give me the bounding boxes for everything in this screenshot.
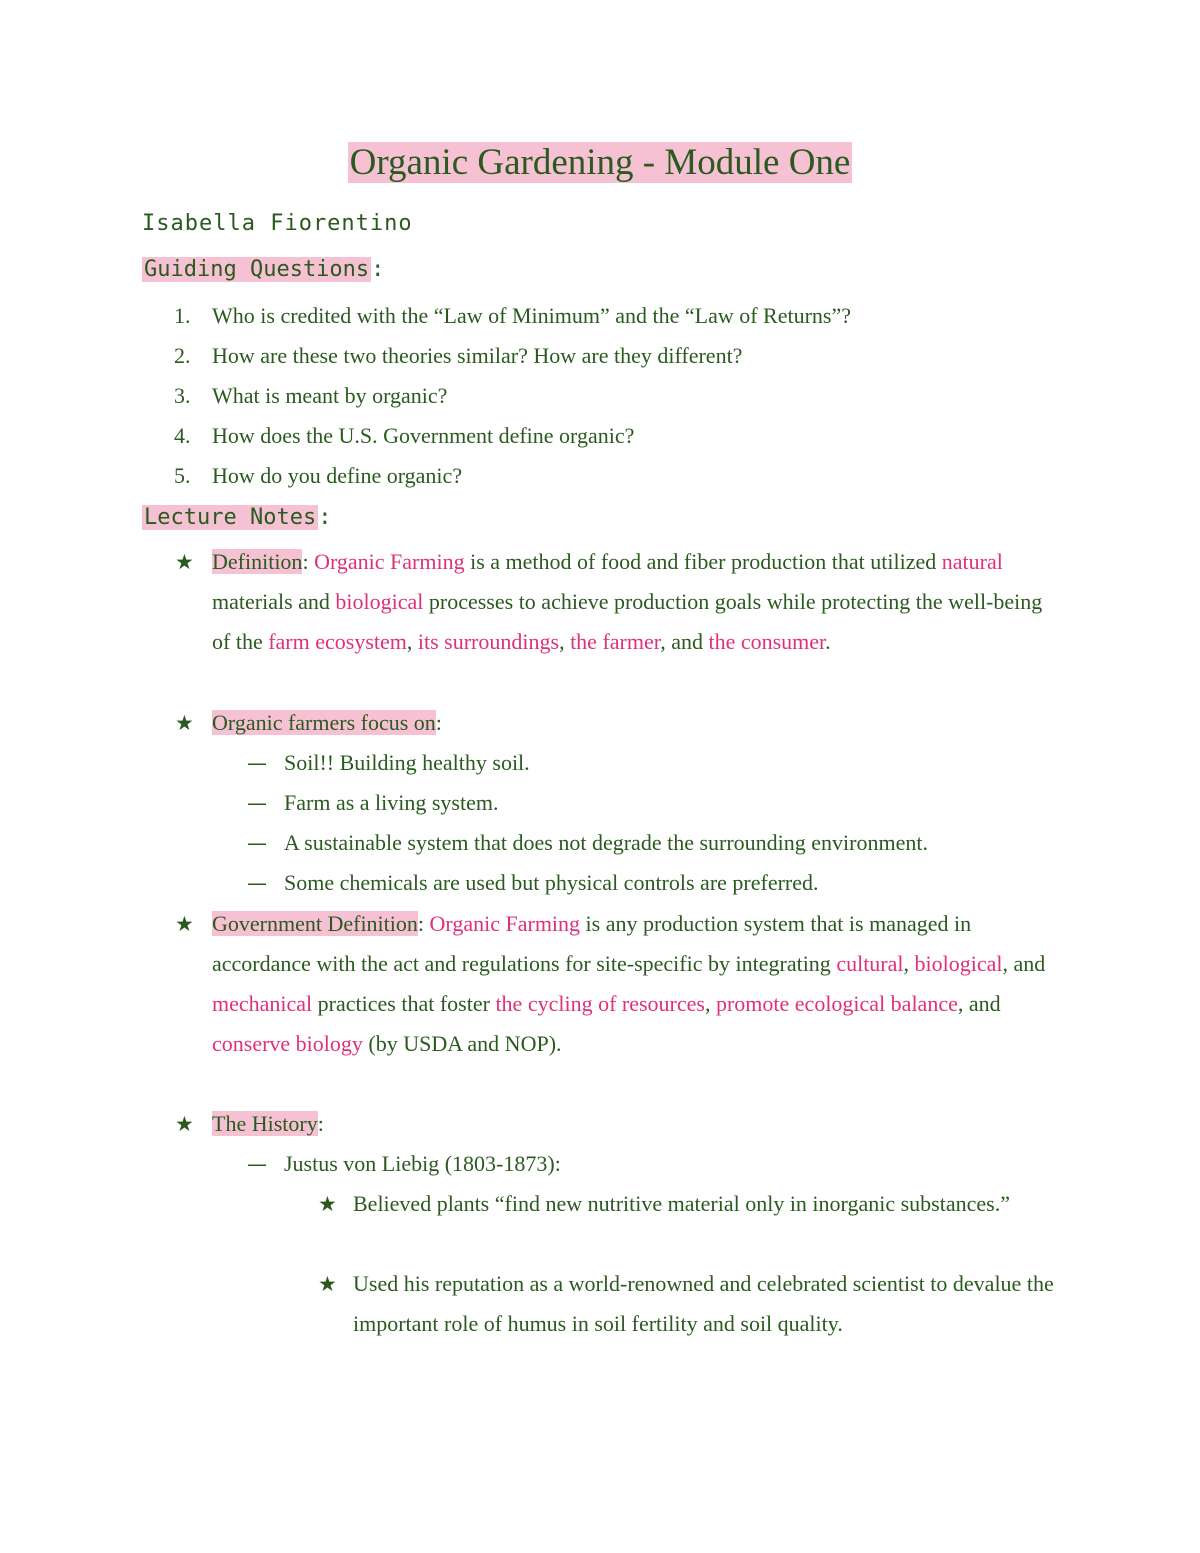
keyword: farm ecosystem (268, 629, 407, 654)
list-item (174, 376, 1094, 416)
star-icon: ★ (175, 711, 194, 735)
keyword: biological (914, 951, 1003, 976)
keyword: the farmer (570, 629, 661, 654)
item-text: How do you define organic? (212, 463, 463, 488)
dash-icon: — (247, 831, 267, 855)
item-number: 4. (174, 423, 191, 448)
focus-item-text: Farm as a living system. (284, 790, 499, 815)
history-label: The History (212, 1111, 318, 1136)
history-point (318, 1264, 1068, 1344)
star-icon: ★ (318, 1192, 337, 1216)
item-text: How does the U.S. Government define organic? (212, 423, 635, 448)
history-point-text: Believed plants “find new nutritive material only in inorganic substances.” (353, 1191, 1010, 1216)
keyword: natural (941, 549, 1003, 574)
government-text: Government Definition: Organic Farming is any production system that is managed in accordance with the act and regulations for site-specific by integrating cultural, biological, and mechanical practices that foster the cycling of resources, promote ecological balance, and conserve biology (by USDA and NOP). (212, 911, 1046, 1056)
focus-item (247, 823, 928, 863)
item-number: 2. (174, 343, 191, 368)
keyword: Organic Farming (314, 549, 465, 574)
keyword: biological (335, 589, 424, 614)
focus-item (247, 783, 498, 823)
keyword: Organic Farming (429, 911, 581, 936)
keyword: cultural (836, 951, 904, 976)
guiding-questions-heading (142, 254, 384, 286)
item-number: 3. (174, 383, 191, 408)
guiding-questions-list (174, 296, 1094, 496)
lecture-notes-heading (142, 502, 331, 534)
history-point-text: Used his reputation as a world-renowned and celebrated scientist to devalue the important role of humus in soil fertility and soil quality. (353, 1271, 1054, 1336)
focus-item (247, 863, 819, 903)
focus-bullet (175, 703, 1055, 743)
item-text: How are these two theories similar? How are they different? (212, 343, 743, 368)
star-icon: ★ (318, 1272, 337, 1296)
focus-item (247, 743, 530, 783)
item-number: 5. (174, 463, 191, 488)
list-item (174, 456, 1094, 496)
dash-icon: — (247, 791, 267, 815)
focus-item-text: Some chemicals are used but physical controls are preferred. (284, 870, 819, 895)
star-icon: ★ (175, 550, 194, 574)
dash-icon: — (247, 751, 267, 775)
focus-label: Organic farmers focus on (212, 710, 436, 735)
document-title (0, 138, 1200, 188)
keyword: its surroundings (417, 629, 560, 654)
history-bullet (175, 1104, 1055, 1144)
focus-text: Organic farmers focus on: (212, 710, 442, 735)
guiding-colon: : (371, 257, 385, 282)
keyword: the consumer (708, 629, 826, 654)
definition-label: Definition (212, 549, 303, 574)
lecture-colon: : (318, 505, 332, 530)
government-label: Government Definition (212, 911, 418, 936)
list-item (174, 296, 1094, 336)
title-text: Organic Gardening - Module One (349, 142, 851, 183)
person-text: Justus von Liebig (1803-1873): (284, 1151, 561, 1176)
focus-item-text: Soil!! Building healthy soil. (284, 750, 530, 775)
focus-item-text: A sustainable system that does not degrade the surrounding environment. (284, 830, 928, 855)
guiding-heading-text: Guiding Questions (144, 257, 370, 282)
keyword: conserve biology (212, 1031, 363, 1056)
item-number: 1. (174, 303, 191, 328)
dash-icon: — (247, 1152, 267, 1176)
government-bullet (175, 904, 1065, 1064)
definition-bullet (175, 542, 1055, 662)
author-name: Isabella Fiorentino (142, 211, 413, 236)
dash-icon: — (247, 871, 267, 895)
history-point (318, 1184, 1068, 1224)
history-person (247, 1144, 561, 1184)
history-text: The History: (212, 1111, 324, 1136)
keyword: mechanical (212, 991, 313, 1016)
item-text: Who is credited with the “Law of Minimum” and the “Law of Returns”? (212, 303, 852, 328)
keyword: the cycling of resources (495, 991, 705, 1016)
list-item (174, 416, 1094, 456)
star-icon: ★ (175, 912, 194, 936)
definition-text: Definition: Organic Farming is a method of food and fiber production that utilized natural materials and biological processes to achieve production goals while protecting the well-being of the farm ecosystem, its surroundings, the farmer, and the consumer. (212, 549, 1043, 654)
star-icon: ★ (175, 1112, 194, 1136)
keyword: promote ecological balance (715, 991, 958, 1016)
item-text: What is meant by organic? (212, 383, 448, 408)
list-item (174, 336, 1094, 376)
lecture-heading-text: Lecture Notes (144, 505, 317, 530)
